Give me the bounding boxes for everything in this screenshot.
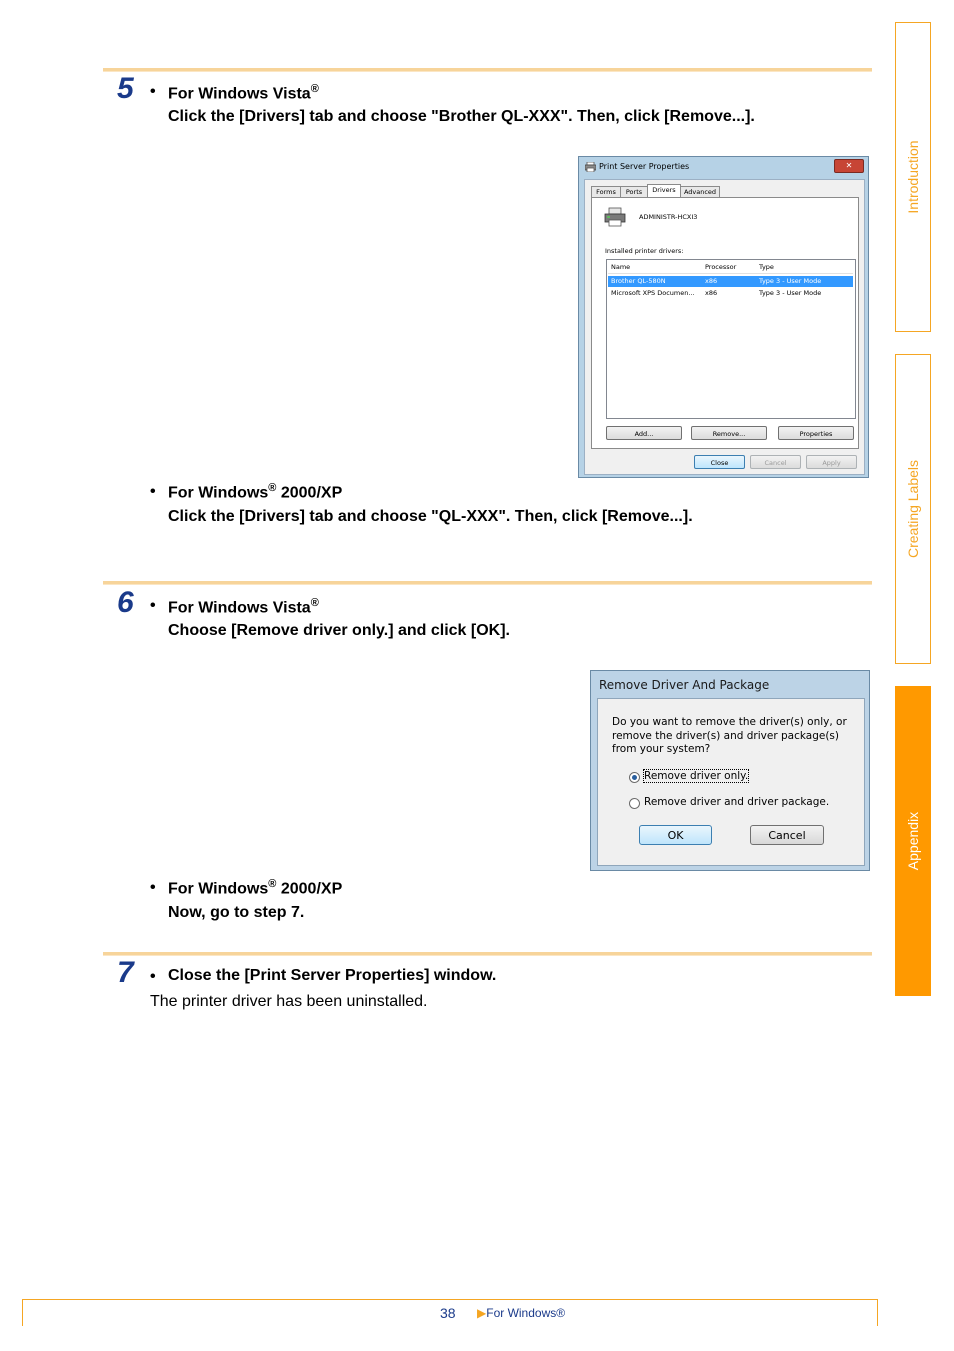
server-icon: [604, 206, 626, 228]
list-item[interactable]: [608, 276, 853, 287]
column-header-processor[interactable]: Processor: [705, 263, 737, 271]
step-instruction: Click the [Drivers] tab and choose "Brother QL-XXX". Then, click [Remove...].: [168, 108, 755, 125]
properties-button[interactable]: Properties: [778, 426, 854, 440]
tab-advanced[interactable]: Advanced: [680, 186, 720, 198]
driver-type: Type 3 - User Mode: [759, 289, 822, 297]
apply-button[interactable]: Apply: [806, 455, 857, 469]
registered-mark: ®: [310, 83, 319, 95]
list-header: [608, 262, 853, 274]
step-heading: Close the [Print Server Properties] window.: [168, 967, 497, 984]
driver-name: Brother QL-580N: [611, 277, 666, 285]
printer-icon: [585, 162, 596, 172]
footer-rule: [22, 1299, 878, 1300]
dialog-title: Print Server Properties: [599, 162, 690, 171]
tab-ports[interactable]: Ports: [620, 186, 648, 198]
step-divider: [103, 581, 872, 585]
bullet: •: [150, 83, 156, 100]
cancel-button[interactable]: Cancel: [750, 455, 801, 469]
step-heading: [168, 878, 342, 898]
registered-mark: ®: [268, 482, 277, 494]
installed-drivers-label: Installed printer drivers:: [605, 247, 684, 255]
side-tab-introduction[interactable]: [895, 22, 931, 332]
dialog-title: Remove Driver And Package: [599, 678, 770, 692]
step-instruction: Click the [Drivers] tab and choose "QL-XXX". Then, click [Remove...].: [168, 508, 693, 525]
side-tab-label: Creating Labels: [905, 459, 921, 559]
remove-driver-only-label[interactable]: Remove driver only.: [644, 770, 749, 782]
print-server-properties-dialog: [578, 156, 869, 478]
tab-drivers[interactable]: Drivers: [647, 184, 681, 198]
list-item[interactable]: [608, 288, 853, 299]
step-heading: [168, 83, 319, 103]
footer-rule-right: [877, 1299, 878, 1326]
registered-mark: ®: [268, 878, 277, 890]
driver-processor: x86: [705, 289, 718, 297]
arrow-right-icon: ▶: [477, 1306, 487, 1320]
driver-processor: x86: [705, 277, 718, 285]
remove-button[interactable]: Remove...: [691, 426, 767, 440]
footer-link[interactable]: [477, 1306, 565, 1320]
side-tab-creating-labels[interactable]: [895, 354, 931, 664]
footer-link-text: For Windows®: [486, 1306, 566, 1320]
step-instruction: Choose [Remove driver only.] and click [OK].: [168, 622, 510, 639]
side-tab-label: Introduction: [905, 140, 921, 214]
side-tab-appendix[interactable]: [895, 686, 931, 996]
driver-type: Type 3 - User Mode: [759, 277, 822, 285]
add-button[interactable]: Add...: [606, 426, 682, 440]
bullet: •: [150, 483, 156, 500]
drivers-list[interactable]: [606, 259, 856, 419]
heading-text: For Windows: [168, 484, 269, 502]
close-button[interactable]: Close: [694, 455, 745, 469]
heading-text: For Windows Vista: [168, 85, 311, 103]
tab-forms[interactable]: Forms: [591, 186, 621, 198]
heading-text: For Windows Vista: [168, 599, 311, 617]
step-instruction: Now, go to step 7.: [168, 904, 305, 921]
step-number: 6: [117, 586, 134, 619]
dialog-client: [584, 179, 865, 475]
close-icon[interactable]: ✕: [834, 159, 864, 173]
step-heading: [168, 597, 319, 617]
step-number: 5: [117, 72, 134, 105]
drivers-panel: [591, 197, 859, 449]
registered-mark: ®: [310, 597, 319, 609]
server-name: ADMINISTR-HCXI3: [639, 213, 698, 221]
dialog-titlebar: [579, 157, 868, 177]
footer-rule-left: [22, 1299, 23, 1326]
heading-text: 2000/XP: [276, 880, 343, 898]
column-header-type[interactable]: Type: [759, 263, 774, 271]
side-tab-label: Appendix: [905, 811, 921, 871]
step-body: The printer driver has been uninstalled.: [150, 993, 428, 1010]
remove-driver-and-package-label[interactable]: Remove driver and driver package.: [644, 796, 830, 808]
dialog-question: Do you want to remove the driver(s) only, or remove the driver(s) and driver package(s) from your system?: [612, 716, 847, 755]
page-number: 38: [440, 1305, 456, 1321]
cancel-button[interactable]: Cancel: [750, 825, 824, 845]
step-divider: [103, 68, 872, 72]
column-header-name[interactable]: Name: [611, 263, 631, 271]
heading-text: 2000/XP: [276, 484, 343, 502]
remove-driver-dialog: [590, 670, 870, 871]
bullet: •: [150, 597, 156, 614]
step-number: 7: [117, 956, 134, 989]
bullet: •: [150, 879, 156, 896]
step-heading: [168, 482, 342, 502]
step-divider: [103, 952, 872, 956]
remove-driver-only-radio[interactable]: [629, 772, 640, 783]
heading-text: For Windows: [168, 880, 269, 898]
remove-driver-and-package-radio[interactable]: [629, 798, 640, 809]
bullet: •: [150, 968, 156, 985]
ok-button[interactable]: OK: [639, 825, 712, 845]
dialog-client: [597, 698, 865, 866]
driver-name: Microsoft XPS Documen...: [611, 289, 695, 297]
